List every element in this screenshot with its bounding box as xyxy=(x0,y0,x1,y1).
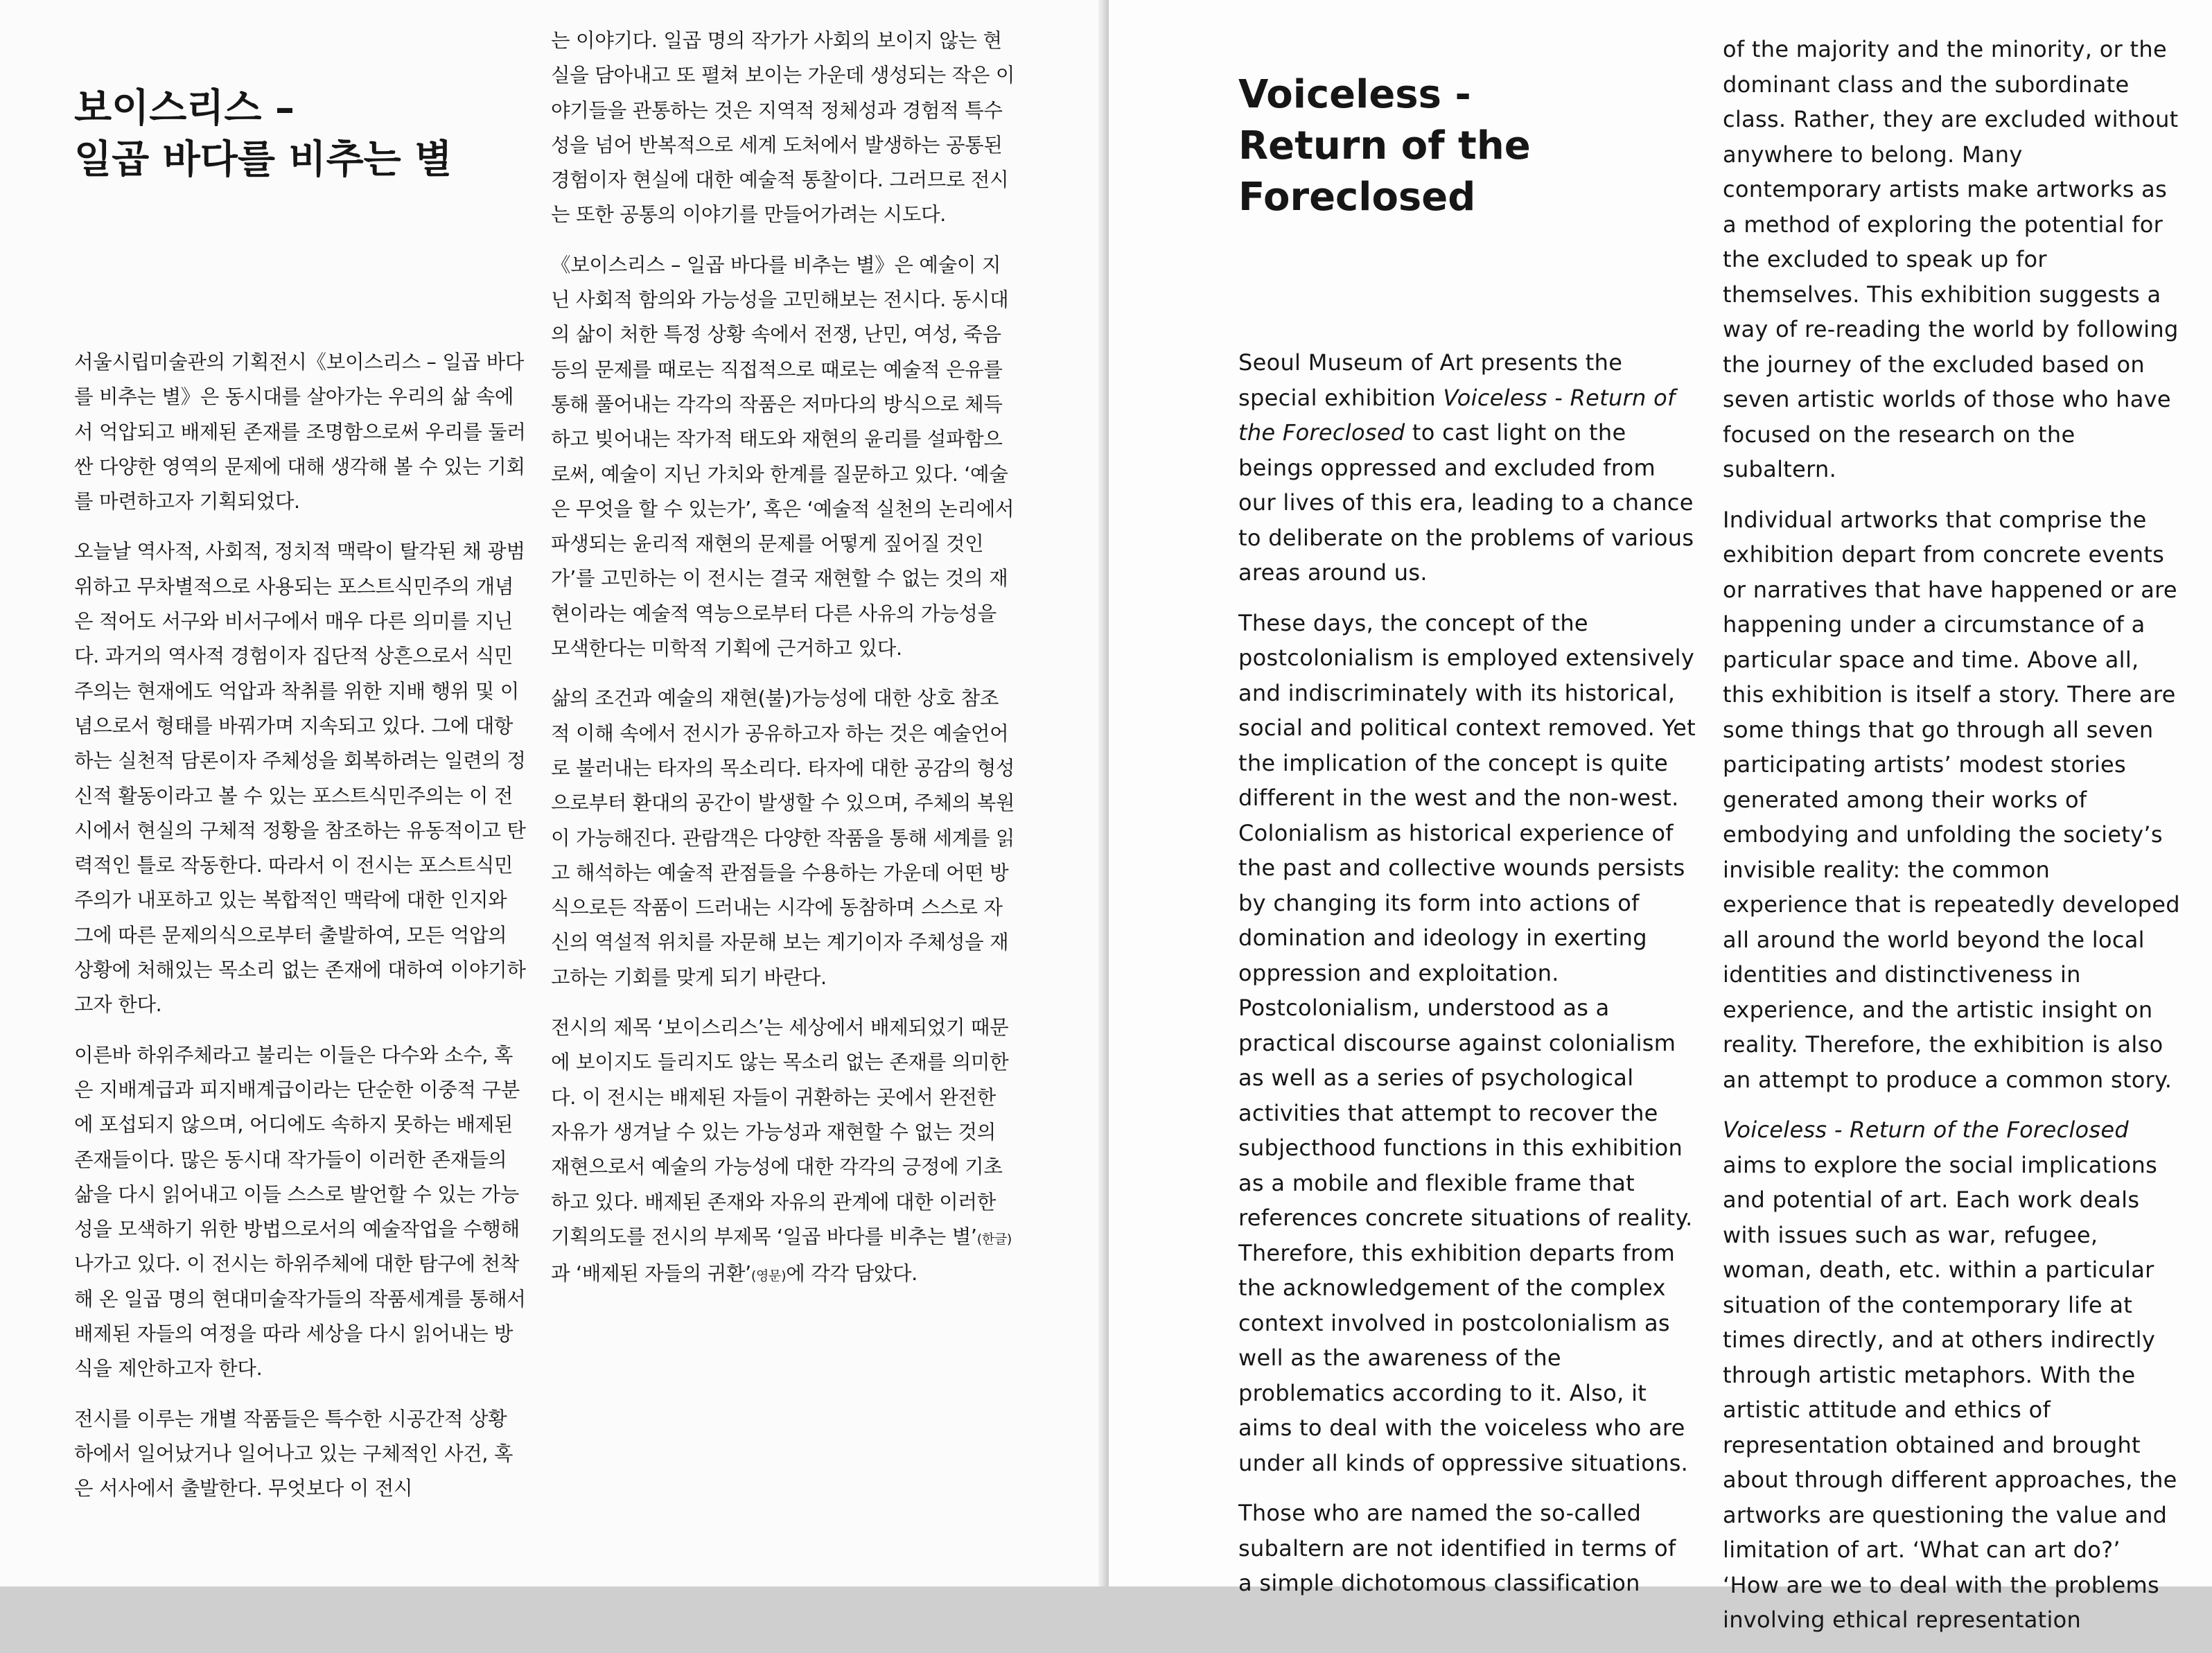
korean-title-line-1: 보이스리스 – xyxy=(74,86,295,131)
korean-paragraph: 오늘날 역사적, 사회적, 정치적 맥락이 탈각된 채 광범위하고 무차별적으로 사용되는 포스트식민주의 개념은 적어도 서구와 비서구에서 매우 다른 의미를 지닌다. 과거의 역사적 경험이자 집단적 상흔으로서 식민주의는 현재에도 억압과 착취를 위한 지배 행위 및 이념으로서 형태를 바꿔가며 지속되고 있다. 그에 대항하는 실천적 담론이자 주체성을 회복하려는 일련의 정신적 활동이라고 볼 수 있는 포스트식민주의는 이 전시에서 현실의 구체적 정황을 참조하는 유동적이고 탄력적인 틀로 작동한다. 따라서 이 전시는 포스트식민주의가 내포하고 있는 복합적인 맥락에 대한 인지와 그에 따른 문제의식으로부터 출발하여, 모든 억압의 상황에 처해있는 목소리 없는 존재에 대하여 이야기하고자 한다. xyxy=(74,540,526,1017)
exhibition-title-italic: Voiceless - Return of the Foreclosed xyxy=(1723,1117,2130,1143)
english-title-line-2: Return of the xyxy=(1238,123,1531,168)
english-paragraph xyxy=(1723,1112,2180,1638)
korean-note: (영문) xyxy=(750,1268,787,1284)
english-body-2 xyxy=(1723,32,2180,1638)
korean-note: (한글) xyxy=(976,1231,1012,1247)
english-text: Seoul Museum of Art presents the special exhibition xyxy=(1238,349,1623,411)
english-paragraph xyxy=(1238,345,1696,591)
korean-text: 과 ‘배제된 자들의 귀환’ xyxy=(551,1262,751,1286)
english-column-2 xyxy=(1723,32,2180,1653)
korean-text: 에 각각 담았다. xyxy=(786,1262,918,1286)
korean-title xyxy=(74,83,532,186)
english-title-line-3: Foreclosed xyxy=(1238,175,1476,220)
korean-text: 전시의 제목 ‘보이스리스’는 세상에서 배제되었기 때문에 보이지도 들리지도 않는 목소리 없는 존재를 의미한다. 이 전시는 배제된 자들이 귀환하는 곳에서 완전한 자유가 생겨날 수 있는 가능성과 재현할 수 없는 것의 재현으로서 예술의 가능성에 대한 각각의 긍정에 기초하고 있다. 배제된 존재와 자유의 관계에 대한 이러한 기획의도를 전시의 부제목 ‘일곱 바다를 비추는 별’ xyxy=(551,1016,1009,1248)
korean-body-1 xyxy=(74,345,532,1507)
korean-paragraph: 는 이야기다. 일곱 명의 작가가 사회의 보이지 않는 현실을 담아내고 또 펼쳐 보이는 가운데 생성되는 작은 이야기들을 관통하는 것은 지역적 정체성과 경험적 특수성을 넘어 반복적으로 세계 도처에서 발생하는 공통된 경험이자 현실에 대한 예술적 통찰이다. 그러므로 전시는 또한 공통의 이야기를 만들어가려는 시도다. xyxy=(551,29,1015,227)
korean-paragraph: 《보이스리스 – 일곱 바다를 비추는 별》은 예술이 지닌 사회적 함의와 가능성을 고민해보는 전시다. 동시대의 삶이 처한 특정 상황 속에서 전쟁, 난민, 여성, 죽음 등의 문제를 때로는 직접적으로 때로는 예술적 은유를 통해 풀어내는 각각의 작품은 저마다의 방식으로 체득하고 빚어내는 작가적 태도와 재현의 윤리를 설파함으로써, 예술이 지닌 가치와 한계를 질문하고 있다. ‘예술은 무엇을 할 수 있는가’, 혹은 ‘예술적 실천의 논리에서 파생되는 윤리적 재현의 문제를 어떻게 짚어질 것인가’를 고민하는 이 전시는 결국 재현할 수 없는 것의 재현이라는 예술적 역능으로부터 다른 사유의 가능성을 모색한다는 미학적 기획에 근거하고 있다. xyxy=(551,253,1015,661)
english-paragraph: Individual artworks that comprise the exhibition depart from concrete events or narratives that have happened or are happening under a circumstance of a particular space and time. Above all, this exhibition is itself a story. There are some things that go through all seven participating artists’ modest stories generated among their works of embodying and unfolding the society’s invisible reality: the common experience that is repeatedly developed all around the world beyond the local identities and distinctiveness in experience, and the artistic insight on reality. Therefore, the exhibition is also an attempt to produce a common story. xyxy=(1723,506,2180,1093)
korean-title-line-2: 일곱 바다를 비추는 별 xyxy=(74,137,453,182)
english-column-1 xyxy=(1238,69,1696,1616)
english-title xyxy=(1238,69,1696,223)
korean-paragraph: 전시를 이루는 개별 작품들은 특수한 시공간적 상황 하에서 일어났거나 일어나고 있는 구체적인 사건, 혹은 서사에서 출발한다. 무엇보다 이 전시 xyxy=(74,1407,514,1501)
korean-page xyxy=(0,0,1109,1586)
english-paragraph: Those who are named the so-called subaltern are not identified in terms of a simple dichotomous classification xyxy=(1238,1500,1676,1596)
korean-paragraph xyxy=(551,1011,1015,1293)
english-body-1 xyxy=(1238,345,1696,1601)
korean-column-2 xyxy=(551,24,1015,1309)
korean-body-2 xyxy=(551,24,1015,1293)
english-text: to cast light on the beings oppressed and excluded from our lives of this era, leading to a chance to deliberate on the problems of various areas around us. xyxy=(1238,419,1694,586)
korean-column-1 xyxy=(74,83,532,1522)
english-text: aims to explore the social implications and potential of art. Each work deals with issues such as war, refugee, woman, death, etc. within a particular situation of the contemporary life at times directly, and at others indirectly through artistic metaphors. With the artistic attitude and ethics of representation obtained and brought about through different approaches, the artworks are questioning the value and limitation of art. ‘What can art do?’ ‘How are we to deal with the problems involving ethical representation xyxy=(1723,1151,2177,1633)
english-paragraph: of the majority and the minority, or the dominant class and the subordinate class. Rather, they are excluded without anywhere to belong. Many contemporary artists make artworks as a method of exploring the potential for the excluded to speak up for themselves. This exhibition suggests a way of re-reading the world by following the journey of the excluded based on seven artistic worlds of those who have focused on the research on the subaltern. xyxy=(1723,36,2179,482)
korean-paragraph: 서울시립미술관의 기획전시《보이스리스 – 일곱 바다를 비추는 별》은 동시대를 살아가는 우리의 삶 속에서 억압되고 배제된 존재를 조명함으로써 우리를 둘러싼 다양한 영역의 문제에 대해 생각해 볼 수 있는 기회를 마련하고자 기획되었다. xyxy=(74,351,526,514)
exhibition-title-italic: Voiceless - Return of the Foreclosed xyxy=(1238,384,1676,446)
english-title-line-1: Voiceless - xyxy=(1238,72,1471,117)
korean-paragraph: 삶의 조건과 예술의 재현(불)가능성에 대한 상호 참조적 이해 속에서 전시가 공유하고자 하는 것은 예술언어로 불러내는 타자의 목소리다. 타자에 대한 공감의 형성으로부터 환대의 공간이 발생할 수 있으며, 주체의 복원이 가능해진다. 관람객은 다양한 작품을 통해 세계를 읽고 해석하는 예술적 관점들을 수용하는 가운데 어떤 방식으로든 작품이 드러내는 시각에 동참하며 스스로 자신의 역설적 위치를 자문해 보는 계기이자 주체성을 재고하는 기회를 맞게 되기 바란다. xyxy=(551,687,1015,989)
english-paragraph: These days, the concept of the postcolonialism is employed extensively and indiscriminately with its historical, social and political context removed. Yet the implication of the concept is quite different in the west and the non-west. Colonialism as historical experience of the past and collective wounds persists by changing its form into actions of domination and ideology in exerting oppression and exploitation. Postcolonialism, understood as a practical discourse against colonialism as well as a series of psychological activities that attempt to recover the subjecthood functions in this exhibition as a mobile and flexible frame that references concrete situations of reality. Therefore, this exhibition departs from the acknowledgement of the complex context involved in postcolonialism as well as the awareness of the problematics according to it. Also, it aims to deal with the voiceless who are under all kinds of oppressive situations. xyxy=(1238,609,1696,1476)
korean-paragraph: 이른바 하위주체라고 불리는 이들은 다수와 소수, 혹은 지배계급과 피지배계급이라는 단순한 이중적 구분에 포섭되지 않으며, 어디에도 속하지 못하는 배제된 존재들이다. 많은 동시대 작가들이 이러한 존재들의 삶을 다시 읽어내고 이들 스스로 발언할 수 있는 가능성을 모색하기 위한 방법으로서의 예술작업을 수행해 나가고 있다. 이 전시는 하위주체에 대한 탐구에 천착해 온 일곱 명의 현대미술작가들의 작품세계를 통해서 배제된 자들의 여정을 따라 세상을 다시 읽어내는 방식을 제안하고자 한다. xyxy=(74,1043,526,1381)
